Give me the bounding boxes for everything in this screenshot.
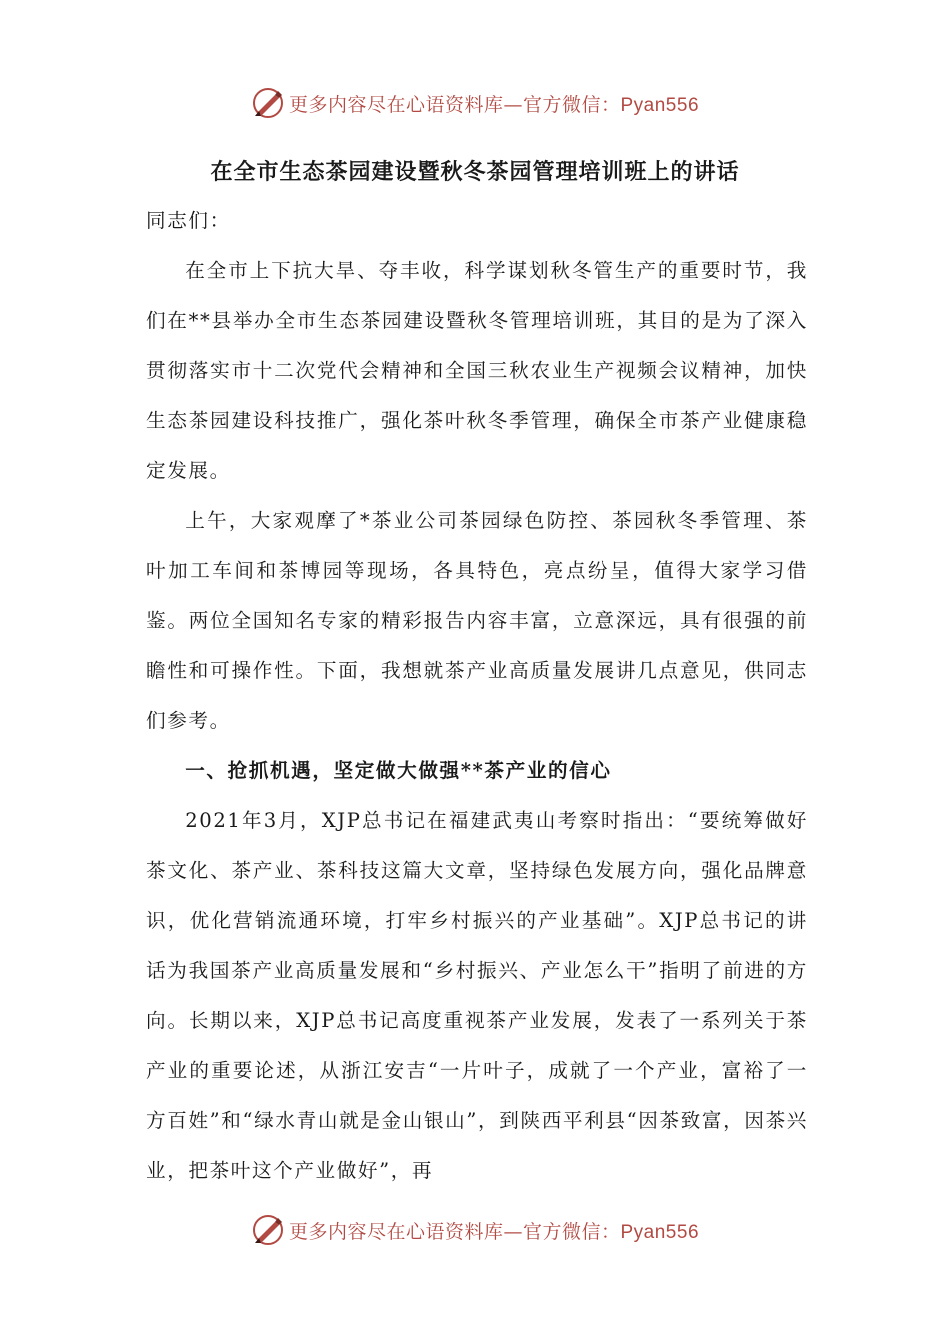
watermark-text: 更多内容尽在心语资料库—官方微信：Pyan556 <box>288 93 700 116</box>
document-body <box>146 196 808 1196</box>
paragraph: 上午，大家观摩了*茶业公司茶园绿色防控、茶园秋冬季管理、茶叶加工车间和茶博园等现场，各具特色，亮点纷呈，值得大家学习借鉴。两位全国知名专家的精彩报告内容丰富，立意深远，具有很强的前瞻性和可操作性。下面，我想就茶产业高质量发展讲几点意见，供同志们参考。 <box>146 509 808 732</box>
wechat-id: Pyan556 <box>620 94 700 116</box>
watermark-banner-bottom <box>0 1210 950 1250</box>
pen-logo-icon <box>251 1213 285 1247</box>
paragraph: 在全市上下抗大旱、夺丰收，科学谋划秋冬管生产的重要时节，我们在**县举办全市生态茶园建设暨秋冬管理培训班，其目的是为了深入贯彻落实市十二次党代会精神和全国三秋农业生产视频会议精神，加快生态茶园建设科技推广，强化茶叶秋冬季管理，确保全市茶产业健康稳定发展。 <box>146 259 808 482</box>
section-heading: 一、抢抓机遇，坚定做大做强**茶产业的信心 <box>185 759 612 782</box>
pen-logo-icon <box>251 86 285 120</box>
watermark-text: 更多内容尽在心语资料库—官方微信：Pyan556 <box>288 1220 700 1243</box>
watermark-banner-top <box>0 83 950 123</box>
paragraph: 2021年3月，XJP总书记在福建武夷山考察时指出：“要统筹做好茶文化、茶产业、茶科技这篇大文章，坚持绿色发展方向，强化品牌意识，优化营销流通环境，打牢乡村振兴的产业基础”。XJP总书记的讲话为我国茶产业高质量发展和“乡村振兴、产业怎么干”指明了前进的方向。长期以来，XJP总书记高度重视茶产业发展，发表了一系列关于茶产业的重要论述，从浙江安吉“一片叶子，成就了一个产业，富裕了一方百姓”和“绿水青山就是金山银山”，到陕西平利县“因茶致富，因茶兴业，把茶叶这个产业做好”，再 <box>146 809 808 1182</box>
salutation: 同志们： <box>146 209 231 232</box>
document-title: 在全市生态茶园建设暨秋冬茶园管理培训班上的讲话 <box>210 159 740 185</box>
wechat-id: Pyan556 <box>620 1221 700 1243</box>
